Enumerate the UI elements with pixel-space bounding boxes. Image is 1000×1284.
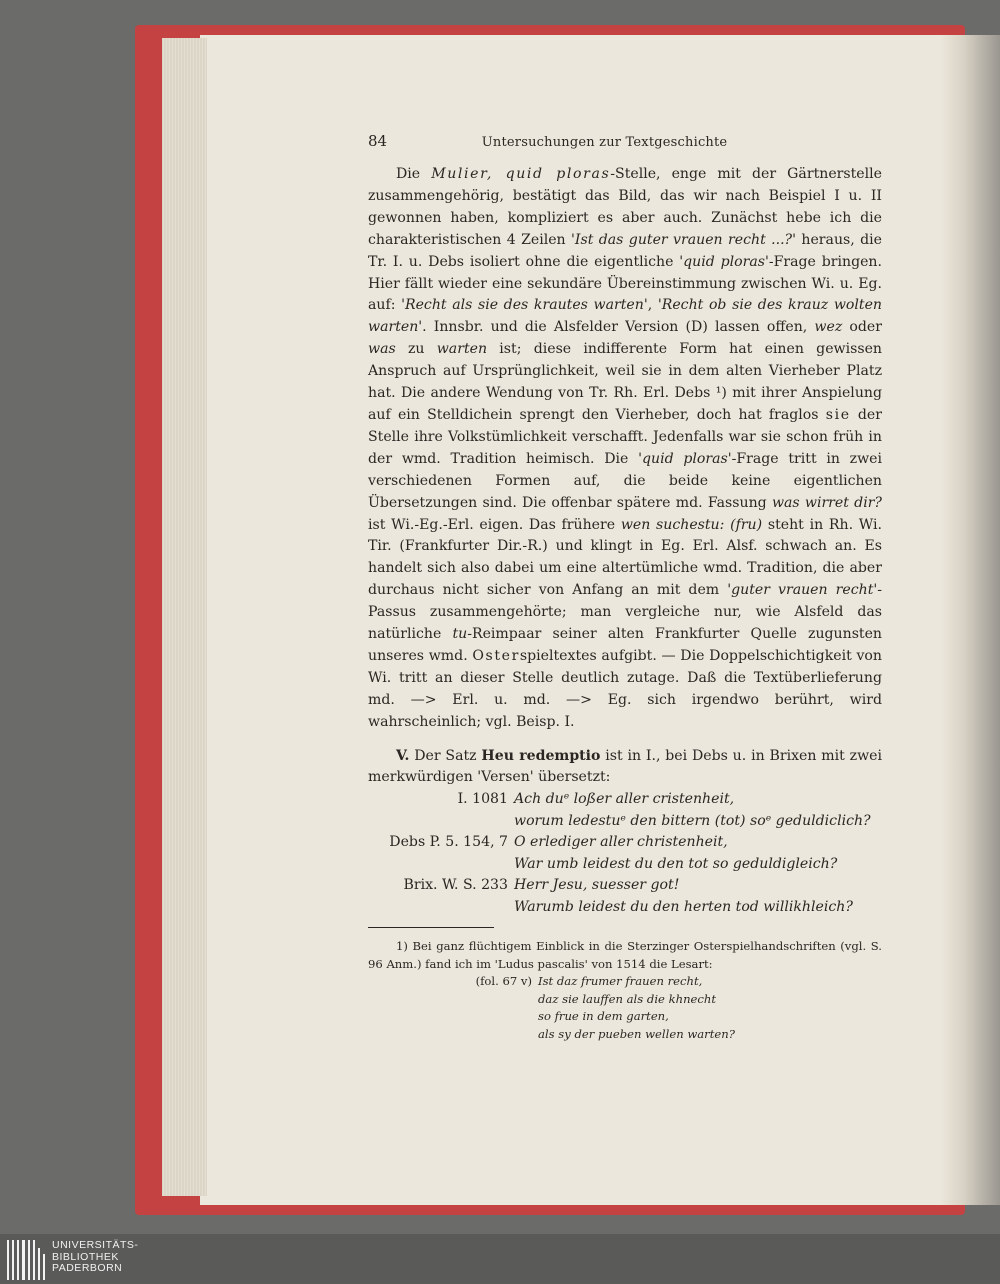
text-run-bold: Heu redemptio: [481, 747, 601, 764]
verse-comparison: [368, 789, 882, 918]
footnote-verse-row: [368, 1008, 882, 1026]
text-run-spaced: Oster: [472, 647, 520, 664]
running-header: [368, 132, 882, 150]
page-gutter-shadow: [940, 35, 1000, 1205]
text-run-italic: Recht als sie des krautes warten: [404, 297, 644, 314]
footnote: [368, 938, 882, 973]
verse-text: War umb leidest du den tot so geduldigleich?: [514, 855, 838, 872]
text-run: '-Frage bringen. Hier fällt wieder eine sekundäre Übereinstimmung zwischen Wi. u. Eg. auf: ': [368, 253, 882, 314]
verse-text: Warumb leidest du den herten tod willikhleich?: [514, 898, 853, 915]
footnote-verse-text: so frue in dem garten,: [538, 1009, 669, 1024]
text-run-italic: Recht ob sie des krauz wolten warten: [368, 297, 882, 336]
footnote-verse-source: [368, 991, 538, 1009]
verse-source: Debs P. 5. 154, 7: [389, 834, 508, 851]
footnote-text: 1) Bei ganz flüchtigem Einblick in die Sterzinger Osterspielhandschriften (vgl. S. 96 Anm.) fand ich im 'Ludus pascalis' von 1514 die Lesart:: [368, 939, 882, 971]
text-run: Die: [396, 166, 432, 182]
text-run: ist in I., bei Debs u. in Brixen mit zwei merkwürdigen 'Versen' übersetzt:: [368, 747, 882, 786]
text-run-italic: quid ploras: [641, 450, 728, 467]
text-run-italic: guter vrauen recht: [731, 582, 874, 599]
library-watermark: [52, 1240, 138, 1275]
text-run: ist; diese indifferente Form hat einen gewissen Anspruch auf Ursprünglichkeit, weil sie in dem alten Vierheber Platz hat. Die andere Wendung von Tr. Rh. Erl. Debs ¹) mit ihrer Anspielung auf ein Stelldichein sprengt den Vierheber, doch hat fraglos: [368, 341, 882, 423]
text-run: '. Innsbr. und die Alsfelder Version (D) lassen offen,: [418, 319, 815, 336]
page-number: 84: [368, 132, 388, 150]
verse-source: [368, 854, 514, 876]
text-run: zu: [395, 341, 437, 358]
library-logo-icon: [7, 1240, 45, 1280]
footnote-verse-source: [368, 1008, 538, 1026]
text-run-italic: tu: [452, 626, 468, 643]
text-run: ist Wi.-Eg.-Erl. eigen. Das frühere: [368, 516, 621, 533]
text-run-italic: Mulier, quid ploras: [431, 166, 611, 182]
footnote-verse-text: daz sie lauffen als die khnecht: [538, 991, 717, 1006]
text-run: '-Frage tritt in zwei verschiedenen Formen auf, die beide keine eigentlichen Übersetzungen sind. Die offenbar spätere md. Fassung: [368, 450, 882, 511]
text-run-italic: Ist das guter vrauen recht ...?: [574, 231, 793, 248]
verse-row: [368, 789, 882, 811]
text-run-spaced: sie: [825, 406, 851, 423]
verse-row: [368, 832, 882, 854]
verse-row: [368, 854, 882, 876]
text-run-italic: was: [368, 341, 396, 358]
text-run: oder: [842, 319, 882, 336]
paragraph-2: [368, 746, 882, 790]
text-run: '-Passus zusammengehörte; man vergleiche nur, wie Alsfeld das natürliche: [368, 582, 882, 643]
text-run: steht in Rh. Wi. Tir. (Frankfurter Dir.-R.) und klingt in Eg. Erl. Alsf. schwach an. Es handelt sich also dabei um eine altertümliche wmd. Tradition, die aber durchaus nicht sicher von Anfang an mit dem ': [368, 516, 882, 599]
verse-row: [368, 811, 882, 833]
text-run: -Stelle, enge mit der Gärtnerstelle zusammengehörig, bestätigt das Bild, das wir nach Beispiel I u. II gewonnen haben, kompliziert es aber auch. Zunächst hebe ich die charakteristischen 4 Zeilen ': [368, 166, 882, 248]
paragraph-gap: [368, 734, 882, 746]
verse-row: [368, 875, 882, 897]
footnote-verse-row: [368, 1026, 882, 1044]
verse-text: Herr Jesu, suesser got!: [514, 877, 680, 894]
text-run: spieltextes aufgibt. — Die Doppelschichtigkeit von Wi. tritt an dieser Stelle deutlich zutage. Daß die Textüberlieferung md. —> Erl. u. md. —> Eg. sich irgendwo berührt, wird wahrscheinlich; vgl. Beisp. I.: [368, 647, 882, 730]
section-number: V.: [396, 747, 410, 764]
verse-source: Brix. W. S. 233: [403, 877, 508, 894]
paragraph-1: [368, 164, 882, 734]
watermark-line: UNIVERSITÄTS-: [52, 1239, 139, 1251]
page-text-block: [368, 132, 882, 1043]
footnote-verse-row: [368, 991, 882, 1009]
text-run: der Stelle ihre Volkstümlichkeit verschafft. Jedenfalls war sie schon früh in der wmd. Tradition heimisch. Die ': [368, 406, 882, 467]
verse-text: O erlediger aller christenheit,: [514, 834, 728, 851]
running-title: Untersuchungen zur Textgeschichte: [481, 135, 728, 150]
watermark-line: PADERBORN: [52, 1262, 123, 1274]
verse-source: I. 1081: [457, 791, 508, 808]
text-run-italic: quid ploras: [683, 253, 765, 270]
footnote-verse-row: [368, 973, 882, 991]
verse-text: Ach duᵉ loßer aller cristenheit,: [514, 791, 735, 808]
text-run-italic: was wirret dir?: [771, 494, 882, 511]
page-edges: [162, 38, 207, 1196]
footnote-verse-source: (fol. 67 v): [475, 974, 532, 989]
verse-text: worum ledestuᵉ den bittern (tot) soᵉ geduldiclich?: [514, 812, 871, 829]
watermark-footer: [0, 1234, 1000, 1284]
verse-source: [368, 811, 514, 833]
text-run: Der Satz: [409, 747, 482, 764]
footnote-verse-text: als sy der pueben wellen warten?: [538, 1026, 735, 1041]
text-run-italic: wez: [814, 319, 843, 336]
text-run: ', ': [643, 297, 662, 314]
verse-source: [368, 897, 514, 919]
text-run-italic: wen suchestu: (fru): [620, 516, 763, 533]
footnote-verse-source: [368, 1026, 538, 1044]
footnote-rule: [368, 927, 494, 928]
text-run: -Reimpaar seiner alten Frankfurter Quelle zugunsten unseres wmd.: [368, 626, 883, 664]
verse-row: [368, 897, 882, 919]
text-run: ' heraus, die Tr. I. u. Debs isoliert ohne die eigentliche ': [368, 231, 882, 270]
watermark-line: BIBLIOTHEK: [52, 1250, 119, 1263]
footnote-verse-text: Ist daz frumer frauen recht,: [538, 974, 703, 989]
text-run-italic: warten: [436, 341, 488, 358]
